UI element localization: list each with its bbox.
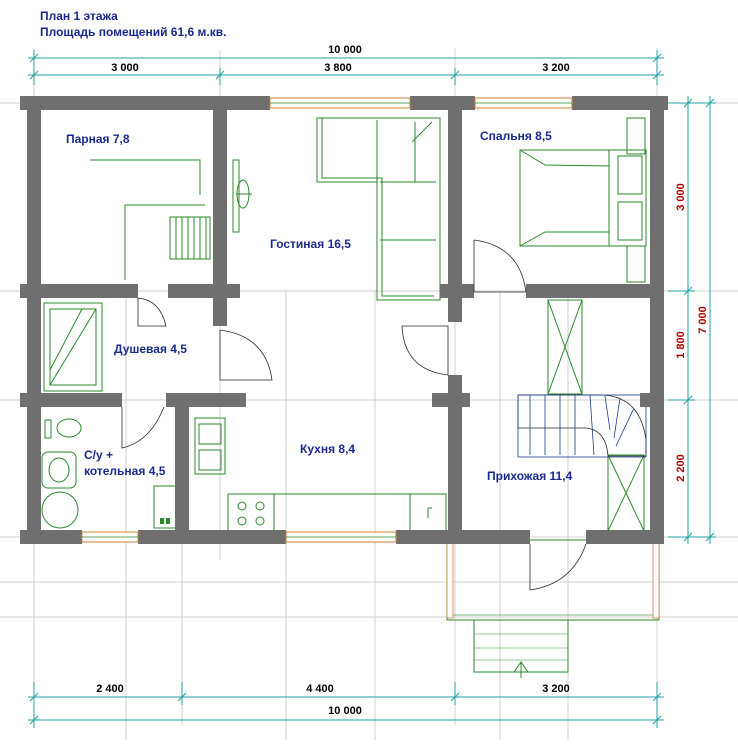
dim-bottom-seg-1: 2 400	[96, 683, 124, 695]
dim-right-seg-2: 1 800	[675, 331, 687, 359]
room-label-kuhnya: Кухня 8,4	[300, 442, 356, 456]
dim-top-seg-2: 3 800	[324, 62, 352, 74]
room-label-gostinaya: Гостиная 16,5	[270, 237, 351, 251]
room-label-parnaya: Парная 7,8	[66, 132, 130, 146]
room-label-spalnya: Спальня 8,5	[480, 129, 552, 143]
dim-right-seg-1: 3 000	[675, 183, 687, 211]
plan-area: Площадь помещений 61,6 м.кв.	[40, 25, 227, 39]
dim-top-seg-3: 3 200	[542, 62, 570, 74]
dim-right-seg-3: 2 200	[675, 454, 687, 482]
room-label-su-line1: С/у +	[84, 448, 114, 462]
dim-bottom-seg-3: 3 200	[542, 683, 570, 695]
room-label-dushevaya: Душевая 4,5	[114, 342, 187, 356]
dim-bottom-seg-2: 4 400	[306, 683, 334, 695]
dim-bottom-total: 10 000	[328, 705, 362, 717]
dim-right-total: 7 000	[697, 306, 709, 334]
dim-top-total: 10 000	[328, 44, 362, 56]
porch	[447, 540, 659, 678]
dim-top-seg-1: 3 000	[111, 62, 139, 74]
room-label-su-line2: котельная 4,5	[84, 464, 166, 478]
plan-title: План 1 этажа	[40, 9, 118, 23]
room-label-prihozhaya: Прихожая 11,4	[487, 469, 573, 483]
